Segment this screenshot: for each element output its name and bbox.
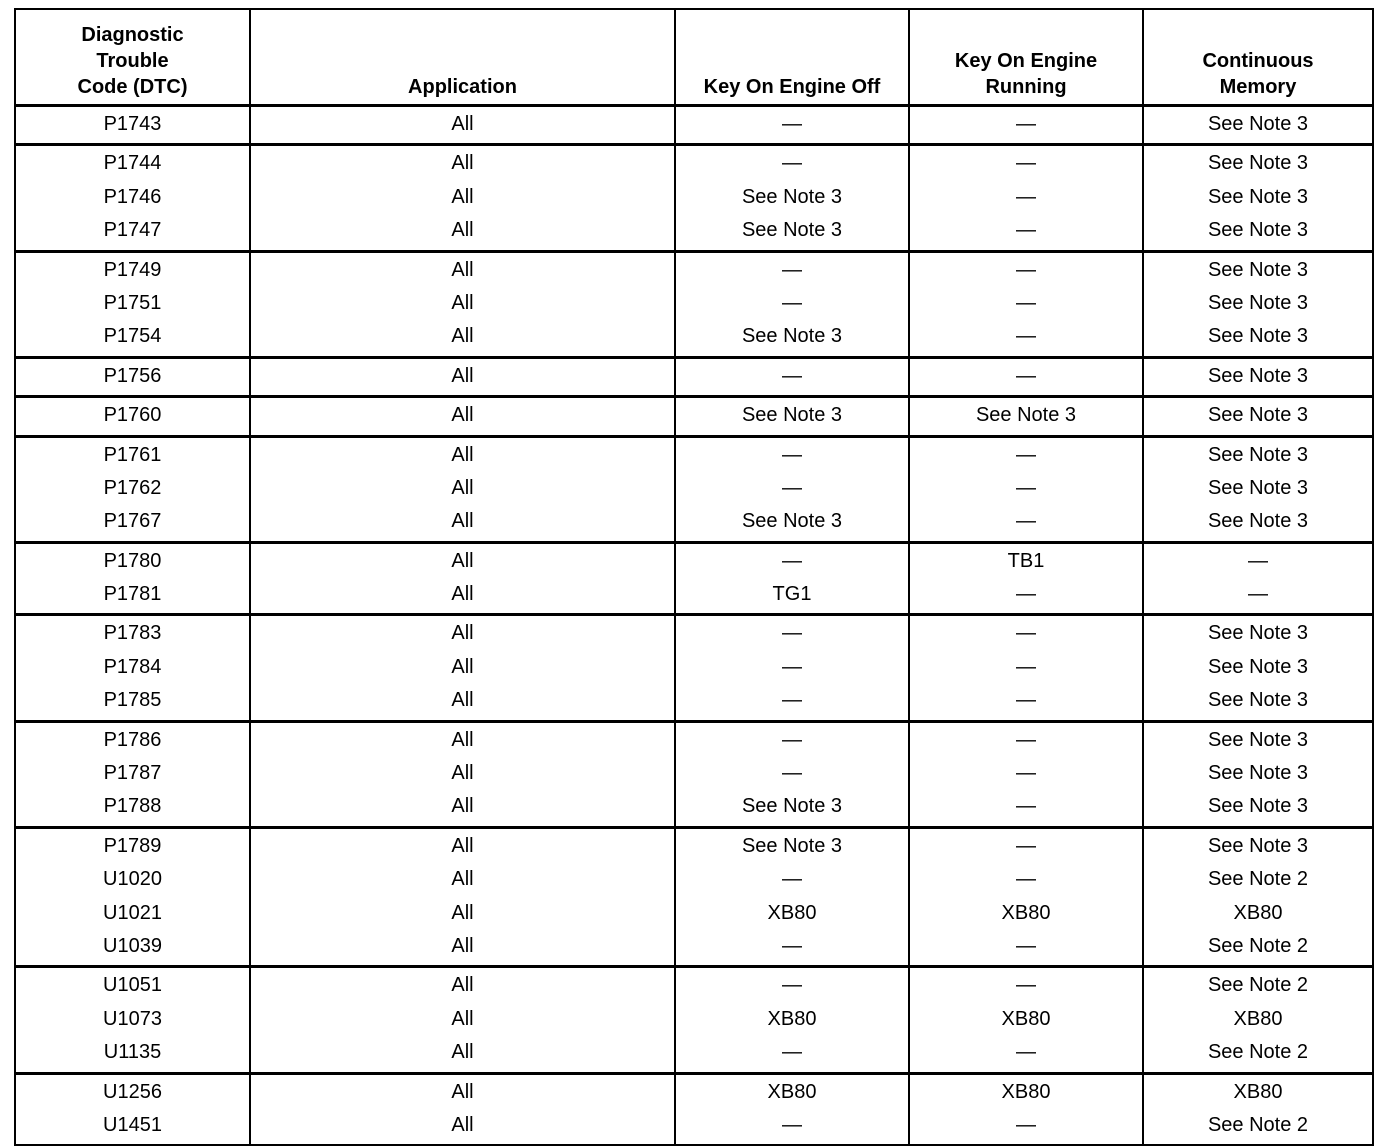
dtc-cell: [15, 251, 250, 357]
application-cell: [250, 106, 675, 145]
cell-spacer: [910, 610, 1142, 613]
dtc-cell: [15, 542, 250, 615]
header-koeo: Key On Engine Off: [675, 9, 909, 106]
dtc-code: P1783: [103, 622, 162, 645]
dtc-code: P1767: [103, 510, 162, 533]
continuous-memory-value: XB80: [1233, 901, 1283, 924]
koeo-value: —: [782, 443, 802, 466]
cell-spacer: [251, 353, 674, 356]
koeo-value: See Note 3: [741, 795, 843, 818]
koeo-cell: [675, 615, 909, 721]
koer-value: XB80: [1001, 1080, 1051, 1103]
cell-spacer: [251, 392, 674, 395]
koer-value: —: [1016, 655, 1036, 678]
koer-cell: [909, 542, 1143, 615]
application-cell: [250, 436, 675, 542]
table-row-group: [15, 106, 1373, 145]
continuous-memory-value: See Note 3: [1207, 655, 1309, 678]
koeo-cell: [675, 967, 909, 1073]
koeo-value: —: [782, 762, 802, 785]
koeo-value: —: [782, 728, 802, 751]
koer-value: XB80: [1001, 901, 1051, 924]
continuous-memory-value: See Note 3: [1207, 689, 1309, 712]
application-cell: [250, 967, 675, 1073]
koeo-value: TG1: [772, 583, 812, 606]
application-value: All: [451, 901, 474, 924]
koer-value: XB80: [1001, 1007, 1051, 1030]
cell-spacer: [16, 610, 249, 613]
continuous-memory-cell: [1143, 106, 1373, 145]
cell-spacer: [1144, 140, 1372, 143]
table-body: [15, 106, 1373, 1146]
koeo-value: —: [782, 258, 802, 281]
cell-spacer: [16, 823, 249, 826]
dtc-code: P1785: [103, 689, 162, 712]
application-cell: [250, 397, 675, 436]
continuous-memory-value: See Note 3: [1207, 510, 1309, 533]
continuous-memory-value: See Note 3: [1207, 476, 1309, 499]
koeo-value: —: [782, 974, 802, 997]
header-dtc-line: Code (DTC): [77, 76, 188, 98]
dtc-cell: [15, 357, 250, 396]
application-cell: [250, 827, 675, 967]
koer-cell: [909, 615, 1143, 721]
dtc-code: U1135: [103, 1041, 162, 1064]
application-value: All: [451, 364, 474, 387]
cell-spacer: [251, 717, 674, 720]
continuous-memory-value: See Note 3: [1207, 443, 1309, 466]
cell-spacer: [910, 717, 1142, 720]
application-value: All: [451, 728, 474, 751]
koer-cell: [909, 827, 1143, 967]
application-value: All: [451, 622, 474, 645]
cell-spacer: [676, 538, 908, 541]
koeo-cell: [675, 357, 909, 396]
koeo-value: See Note 3: [741, 834, 843, 857]
dtc-cell: [15, 1073, 250, 1145]
koer-value: —: [1016, 325, 1036, 348]
dtc-table: [14, 8, 1374, 1146]
dtc-code: P1756: [103, 364, 162, 387]
application-value: All: [451, 510, 474, 533]
koer-value: —: [1016, 219, 1036, 242]
koer-value: —: [1016, 622, 1036, 645]
koeo-cell: [675, 827, 909, 967]
cell-spacer: [1144, 610, 1372, 613]
koer-value: —: [1016, 510, 1036, 533]
dtc-code: P1787: [103, 762, 162, 785]
dtc-code: P1786: [103, 728, 162, 751]
continuous-memory-value: See Note 3: [1207, 219, 1309, 242]
application-value: All: [451, 258, 474, 281]
continuous-memory-value: —: [1248, 549, 1268, 572]
dtc-code: U1021: [103, 901, 162, 924]
koer-cell: [909, 145, 1143, 251]
dtc-cell: [15, 827, 250, 967]
dtc-code: P1781: [103, 583, 162, 606]
koeo-value: XB80: [767, 1080, 817, 1103]
continuous-memory-value: See Note 3: [1207, 795, 1309, 818]
application-value: All: [451, 291, 474, 314]
table-row-group: [15, 357, 1373, 396]
continuous-memory-value: See Note 2: [1207, 1041, 1309, 1064]
cell-spacer: [16, 538, 249, 541]
koeo-cell: [675, 721, 909, 827]
cell-spacer: [251, 610, 674, 613]
application-value: All: [451, 934, 474, 957]
continuous-memory-value: XB80: [1233, 1080, 1283, 1103]
continuous-memory-value: See Note 3: [1207, 404, 1309, 427]
application-value: All: [451, 113, 474, 135]
cell-spacer: [676, 140, 908, 143]
header-dtc: [15, 9, 250, 106]
application-value: All: [451, 762, 474, 785]
koer-cell: [909, 106, 1143, 145]
koeo-value: —: [782, 655, 802, 678]
continuous-memory-value: See Note 3: [1207, 364, 1309, 387]
cell-spacer: [16, 140, 249, 143]
table-row-group: [15, 542, 1373, 615]
cell-spacer: [676, 823, 908, 826]
cell-spacer: [1144, 392, 1372, 395]
continuous-memory-value: XB80: [1233, 1007, 1283, 1030]
cell-spacer: [910, 392, 1142, 395]
continuous-memory-value: See Note 2: [1207, 934, 1309, 957]
koer-value: —: [1016, 258, 1036, 281]
koeo-value: —: [782, 364, 802, 387]
dtc-code: P1749: [103, 258, 162, 281]
cell-spacer: [910, 140, 1142, 143]
koeo-value: See Note 3: [741, 185, 843, 208]
koeo-value: See Note 3: [741, 510, 843, 533]
continuous-memory-value: —: [1248, 583, 1268, 606]
cell-spacer: [1144, 962, 1372, 965]
table-row-group: [15, 251, 1373, 357]
koer-cell: [909, 251, 1143, 357]
dtc-cell: [15, 436, 250, 542]
cell-spacer: [251, 538, 674, 541]
dtc-code: P1762: [103, 476, 162, 499]
continuous-memory-value: See Note 3: [1207, 728, 1309, 751]
koer-value: TB1: [1007, 549, 1045, 572]
continuous-memory-value: See Note 2: [1207, 1113, 1309, 1136]
koeo-value: See Note 3: [741, 404, 843, 427]
application-value: All: [451, 689, 474, 712]
cell-spacer: [910, 962, 1142, 965]
cell-spacer: [16, 717, 249, 720]
koeo-value: —: [782, 622, 802, 645]
koer-value: —: [1016, 291, 1036, 314]
continuous-memory-value: See Note 3: [1207, 325, 1309, 348]
koeo-value: —: [782, 549, 802, 572]
koer-value: —: [1016, 1113, 1036, 1136]
table-row-group: [15, 721, 1373, 827]
header-koer-line: Running: [985, 76, 1067, 98]
dtc-cell: [15, 145, 250, 251]
dtc-code: P1789: [103, 834, 162, 857]
koer-value: —: [1016, 795, 1036, 818]
application-value: All: [451, 655, 474, 678]
koer-value: —: [1016, 934, 1036, 957]
cell-spacer: [676, 717, 908, 720]
dtc-cell: [15, 967, 250, 1073]
application-cell: [250, 721, 675, 827]
table-row-group: [15, 436, 1373, 542]
cell-spacer: [16, 353, 249, 356]
continuous-memory-cell: [1143, 721, 1373, 827]
koer-cell: [909, 397, 1143, 436]
koeo-value: —: [782, 689, 802, 712]
application-value: All: [451, 868, 474, 891]
koeo-value: —: [782, 476, 802, 499]
continuous-memory-value: See Note 3: [1207, 185, 1309, 208]
continuous-memory-value: See Note 3: [1207, 762, 1309, 785]
continuous-memory-cell: [1143, 397, 1373, 436]
koer-value: —: [1016, 152, 1036, 175]
koeo-cell: [675, 1073, 909, 1145]
cell-spacer: [1144, 717, 1372, 720]
application-cell: [250, 1073, 675, 1145]
dtc-code: U1020: [103, 868, 162, 891]
table-row-group: [15, 397, 1373, 436]
application-value: All: [451, 443, 474, 466]
koeo-cell: [675, 251, 909, 357]
koeo-value: See Note 3: [741, 219, 843, 242]
application-value: All: [451, 1113, 474, 1136]
koeo-value: —: [782, 113, 802, 135]
table-row-group: [15, 1073, 1373, 1145]
table-row-group: [15, 827, 1373, 967]
continuous-memory-cell: [1143, 436, 1373, 542]
cell-spacer: [676, 353, 908, 356]
koeo-value: —: [782, 934, 802, 957]
koer-value: See Note 3: [975, 404, 1077, 427]
table-row-group: [15, 615, 1373, 721]
application-cell: [250, 357, 675, 396]
koer-value: —: [1016, 868, 1036, 891]
application-value: All: [451, 476, 474, 499]
koer-value: —: [1016, 443, 1036, 466]
dtc-code: U1451: [103, 1113, 162, 1136]
dtc-code: U1039: [103, 934, 162, 957]
koer-cell: [909, 1073, 1143, 1145]
header-koer: [909, 9, 1143, 106]
continuous-memory-value: See Note 3: [1207, 258, 1309, 281]
koeo-value: —: [782, 868, 802, 891]
application-cell: [250, 251, 675, 357]
application-value: All: [451, 1041, 474, 1064]
cell-spacer: [676, 610, 908, 613]
application-value: All: [451, 325, 474, 348]
koer-value: —: [1016, 762, 1036, 785]
cell-spacer: [16, 392, 249, 395]
koer-cell: [909, 436, 1143, 542]
application-value: All: [451, 974, 474, 997]
koer-cell: [909, 967, 1143, 1073]
application-value: All: [451, 404, 474, 427]
dtc-code: P1743: [103, 113, 162, 135]
cell-spacer: [676, 962, 908, 965]
koeo-cell: [675, 542, 909, 615]
continuous-memory-value: See Note 3: [1207, 622, 1309, 645]
application-value: All: [451, 795, 474, 818]
table-row-group: [15, 145, 1373, 251]
continuous-memory-cell: [1143, 251, 1373, 357]
cell-spacer: [910, 823, 1142, 826]
continuous-memory-value: See Note 3: [1207, 152, 1309, 175]
header-application: Application: [250, 9, 675, 106]
koeo-cell: [675, 436, 909, 542]
application-cell: [250, 145, 675, 251]
application-value: All: [451, 1007, 474, 1030]
header-koer-line: Key On Engine: [954, 50, 1098, 72]
continuous-memory-cell: [1143, 967, 1373, 1073]
dtc-code: P1784: [103, 655, 162, 678]
koer-value: —: [1016, 583, 1036, 606]
application-value: All: [451, 185, 474, 208]
continuous-memory-value: See Note 2: [1207, 974, 1309, 997]
header-dtc-line: Diagnostic: [81, 24, 184, 46]
dtc-code: P1761: [103, 443, 162, 466]
koeo-cell: [675, 106, 909, 145]
koeo-value: See Note 3: [741, 325, 843, 348]
continuous-memory-cell: [1143, 145, 1373, 251]
cell-spacer: [251, 140, 674, 143]
cell-spacer: [1144, 538, 1372, 541]
table-row-group: [15, 967, 1373, 1073]
koeo-cell: [675, 397, 909, 436]
continuous-memory-cell: [1143, 542, 1373, 615]
dtc-cell: [15, 721, 250, 827]
continuous-memory-cell: [1143, 615, 1373, 721]
koer-value: —: [1016, 1041, 1036, 1064]
dtc-cell: [15, 397, 250, 436]
koeo-value: —: [782, 1041, 802, 1064]
koeo-value: —: [782, 1113, 802, 1136]
cell-spacer: [910, 353, 1142, 356]
continuous-memory-cell: [1143, 827, 1373, 967]
cell-spacer: [676, 392, 908, 395]
koer-value: —: [1016, 476, 1036, 499]
application-value: All: [451, 152, 474, 175]
cell-spacer: [16, 962, 249, 965]
continuous-memory-value: See Note 3: [1207, 291, 1309, 314]
dtc-code: U1256: [103, 1080, 162, 1103]
dtc-code: P1788: [103, 795, 162, 818]
cell-spacer: [1144, 823, 1372, 826]
koer-value: —: [1016, 974, 1036, 997]
dtc-code: P1754: [103, 325, 162, 348]
continuous-memory-value: See Note 2: [1207, 868, 1309, 891]
dtc-cell: [15, 106, 250, 145]
koeo-value: XB80: [767, 901, 817, 924]
koer-value: —: [1016, 834, 1036, 857]
koer-value: —: [1016, 185, 1036, 208]
dtc-code: P1747: [103, 219, 162, 242]
koer-cell: [909, 721, 1143, 827]
cell-spacer: [910, 538, 1142, 541]
header-cm-line: Continuous: [1202, 50, 1314, 72]
dtc-code: P1751: [103, 291, 162, 314]
continuous-memory-value: See Note 3: [1207, 113, 1309, 135]
koer-value: —: [1016, 728, 1036, 751]
dtc-cell: [15, 615, 250, 721]
continuous-memory-cell: [1143, 357, 1373, 396]
dtc-code: U1073: [103, 1007, 162, 1030]
application-value: All: [451, 549, 474, 572]
koer-value: —: [1016, 113, 1036, 135]
dtc-code: P1780: [103, 549, 162, 572]
continuous-memory-value: See Note 3: [1207, 834, 1309, 857]
header-cm-line: Memory: [1219, 76, 1297, 98]
koeo-cell: [675, 145, 909, 251]
dtc-code: P1746: [103, 185, 162, 208]
table-header: [15, 9, 1373, 106]
application-value: All: [451, 1080, 474, 1103]
application-cell: [250, 542, 675, 615]
cell-spacer: [1144, 353, 1372, 356]
dtc-code: P1760: [103, 404, 162, 427]
koeo-value: XB80: [767, 1007, 817, 1030]
application-value: All: [451, 219, 474, 242]
application-value: All: [451, 583, 474, 606]
koer-value: —: [1016, 364, 1036, 387]
koer-cell: [909, 357, 1143, 396]
header-row: [15, 9, 1373, 106]
koeo-value: —: [782, 152, 802, 175]
header-dtc-line: Trouble: [96, 50, 169, 72]
cell-spacer: [251, 823, 674, 826]
continuous-memory-cell: [1143, 1073, 1373, 1145]
koeo-value: —: [782, 291, 802, 314]
header-continuous-memory: [1143, 9, 1373, 106]
application-value: All: [451, 834, 474, 857]
dtc-code: U1051: [103, 974, 162, 997]
dtc-code: P1744: [103, 152, 162, 175]
koer-value: —: [1016, 689, 1036, 712]
application-cell: [250, 615, 675, 721]
cell-spacer: [251, 962, 674, 965]
